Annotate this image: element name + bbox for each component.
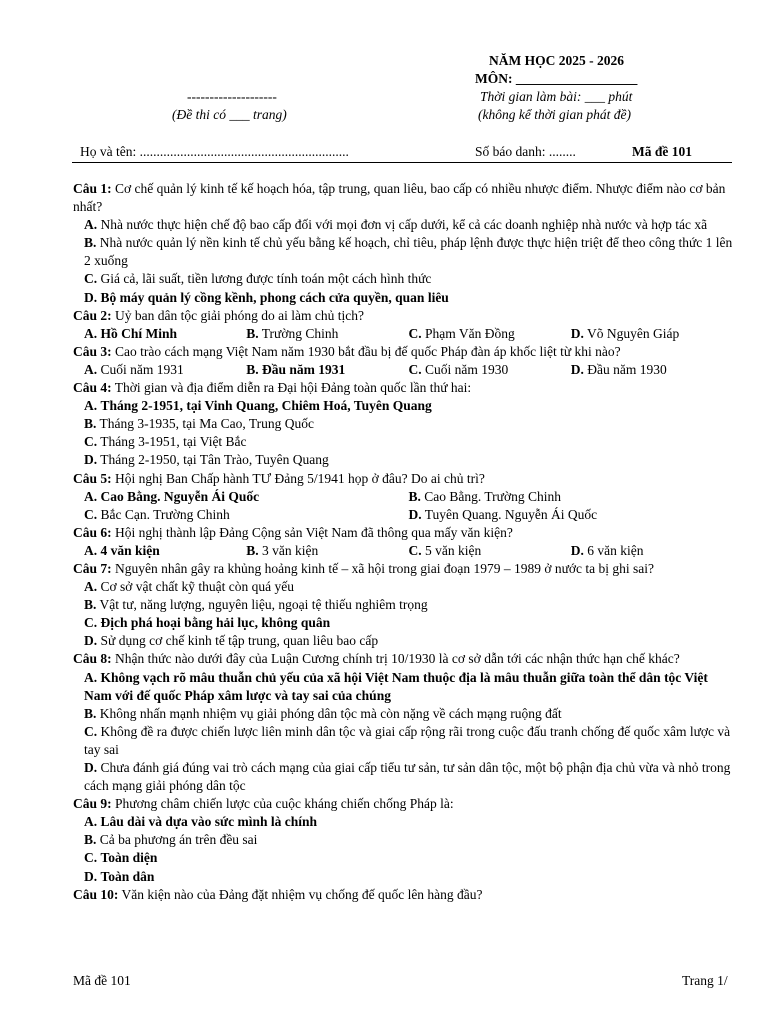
option-label: B.: [84, 705, 97, 721]
student-name-field: Họ và tên: ..............................................................: [80, 144, 349, 159]
option-text: Bắc Cạn. Trường Chinh: [100, 506, 230, 522]
question-label: Câu 9:: [73, 796, 112, 812]
question-label: Câu 5:: [73, 470, 112, 486]
question-label: Câu 1:: [73, 181, 112, 196]
option-label: D.: [84, 760, 98, 775]
option-label: C.: [84, 271, 98, 287]
option-label: D.: [84, 289, 98, 305]
option-row: [73, 397, 733, 415]
option-label: D.: [570, 542, 584, 558]
option-text: Địch phá hoại bằng hải lục, không quân: [100, 615, 331, 631]
option-row: [73, 705, 733, 723]
option-label: A.: [84, 325, 98, 341]
option-label: D.: [408, 506, 422, 522]
question-9: [73, 795, 733, 813]
option-text: 3 văn kiện: [262, 542, 319, 558]
option-text: Đầu năm 1931: [262, 361, 346, 377]
option-row: [73, 433, 733, 451]
option-b: [84, 706, 562, 721]
option-label: B.: [84, 235, 97, 251]
option-text: 5 văn kiện: [425, 542, 482, 558]
question-label: Câu 10:: [73, 886, 119, 902]
option-b: [84, 235, 732, 268]
header-divider: [72, 162, 732, 163]
option-label: C.: [408, 361, 422, 377]
option-label: A.: [84, 814, 98, 830]
option-row: [73, 669, 733, 705]
option-d: [84, 869, 154, 884]
option-text: Cuối năm 1931: [100, 361, 184, 377]
question-4: [73, 379, 733, 397]
question-1: [73, 180, 733, 216]
option-row: [73, 596, 733, 614]
question-6: [73, 524, 733, 542]
footer-exam-code: Mã đề 101: [73, 973, 131, 988]
option-a: [84, 362, 184, 377]
footer-page-number: Trang 1/: [682, 973, 728, 988]
option-label: C.: [84, 850, 98, 866]
option-row: [73, 289, 733, 307]
question-label: Câu 8:: [73, 651, 112, 667]
option-c: [409, 362, 509, 377]
option-row: [73, 488, 733, 506]
time-note: (không kể thời gian phát đề): [478, 107, 632, 122]
option-label: D.: [570, 361, 584, 377]
option-label: C.: [408, 325, 422, 341]
option-text: Hồ Chí Minh: [100, 325, 178, 341]
option-row: [73, 451, 733, 469]
option-text: Nhà nước thực hiện chế độ bao cấp đối với mọi đơn vị cấp dưới, kể cả các doanh nghiệp nhà nước và hợp tác xã: [100, 217, 708, 233]
option-text: Lâu dài và dựa vào sức mình là chính: [100, 814, 318, 830]
header-dashes: --------------------: [187, 89, 277, 104]
option-text: Sử dụng cơ chế kinh tế tập trung, quan liêu bao cấp: [100, 633, 379, 649]
question-list: [73, 180, 733, 904]
question-text: Nguyên nhân gây ra khủng hoảng kinh tế – xã hội trong giai đoạn 1979 – 1989 ở nước ta bị ghi sai?: [115, 560, 655, 576]
question-text: Cơ chế quản lý kinh tế kế hoạch hóa, tập trung, quan liêu, bao cấp có nhiều nhược điểm. Nhược điểm nào cơ bản nhất?: [73, 181, 726, 215]
option-row: [73, 542, 733, 560]
option-text: Tuyên Quang. Nguyễn Ái Quốc: [424, 506, 598, 522]
option-d: [84, 452, 329, 467]
option-d: [571, 543, 644, 558]
option-text: Phạm Văn Đồng: [425, 325, 515, 341]
question-2: [73, 307, 733, 325]
option-label: B.: [408, 488, 421, 504]
option-row: [73, 723, 733, 759]
option-a: [84, 489, 259, 504]
option-d: [84, 290, 449, 305]
option-text: 6 văn kiện: [587, 542, 644, 558]
option-row: [73, 868, 733, 886]
option-c: [84, 615, 330, 630]
pages-note: (Đề thi có ___ trang): [172, 107, 287, 122]
option-text: Không đề ra được chiến lược liên minh dân tộc và giai cấp rộng rãi trong cuộc đấu tranh chống đế quốc xâm lược và tay sai: [84, 723, 731, 757]
option-label: D.: [84, 452, 98, 468]
option-b: [246, 543, 318, 558]
option-a: [84, 670, 708, 703]
option-text: Đầu năm 1930: [587, 361, 667, 377]
option-d: [571, 326, 680, 341]
question-label: Câu 3:: [73, 343, 112, 359]
option-c: [409, 543, 482, 558]
option-text: Tháng 2-1950, tại Tân Trào, Tuyên Quang: [100, 452, 329, 468]
option-text: Nhà nước quản lý nền kinh tế chủ yếu bằng kế hoạch, chỉ tiêu, pháp lệnh được thực hiện triệt để theo công thức 1 lên 2 xuống: [84, 235, 733, 269]
option-a: [84, 543, 160, 558]
option-text: Bộ máy quản lý cồng kềnh, phong cách cửa quyền, quan liêu: [100, 289, 449, 305]
option-c: [84, 434, 247, 449]
option-label: B.: [84, 416, 97, 432]
question-text: Văn kiện nào của Đảng đặt nhiệm vụ chống đế quốc lên hàng đầu?: [121, 886, 483, 902]
option-d: [409, 507, 598, 522]
option-text: Trường Chinh: [261, 325, 339, 341]
option-a: [84, 579, 294, 594]
option-row: [73, 578, 733, 596]
option-row: [73, 813, 733, 831]
option-label: C.: [84, 434, 98, 450]
option-b: [246, 362, 345, 377]
option-label: C.: [408, 542, 422, 558]
question-10: [73, 886, 733, 904]
option-text: Không nhấn mạnh nhiệm vụ giải phóng dân tộc mà còn nặng về cách mạng ruộng đất: [99, 705, 562, 721]
option-label: A.: [84, 217, 98, 233]
option-label: D.: [84, 868, 98, 884]
option-text: Cả ba phương án trên đều sai: [99, 832, 258, 848]
option-row: [73, 234, 733, 270]
option-label: A.: [84, 398, 98, 414]
option-a: [84, 326, 177, 341]
question-8: [73, 650, 733, 668]
option-row: [73, 415, 733, 433]
option-label: D.: [84, 633, 98, 649]
option-text: Giá cả, lãi suất, tiền lương được tính toán một cách hình thức: [100, 271, 432, 287]
option-b: [84, 832, 257, 847]
option-d: [571, 362, 667, 377]
option-row: [73, 759, 733, 795]
option-text: Cơ sở vật chất kỹ thuật còn quá yếu: [100, 579, 294, 595]
option-d: [84, 633, 378, 648]
question-label: Câu 6:: [73, 524, 112, 540]
option-label: A.: [84, 669, 98, 685]
option-row: [73, 506, 733, 524]
option-text: Cuối năm 1930: [425, 361, 509, 377]
option-c: [409, 326, 515, 341]
question-text: Cao trào cách mạng Việt Nam năm 1930 bắt đầu bị đế quốc Pháp đàn áp khốc liệt từ khi nào?: [115, 343, 621, 359]
option-a: [84, 217, 707, 232]
question-text: Thời gian và địa điểm diễn ra Đại hội Đảng toàn quốc lần thứ hai:: [114, 380, 472, 396]
option-text: Chưa đánh giá đúng vai trò cách mạng của giai cấp tiểu tư sản, tư sản dân tộc, một bộ phận địa chủ vừa và nhỏ trong cách mạng giải phóng dân tộc: [84, 760, 731, 794]
option-label: B.: [246, 325, 259, 341]
option-row: [73, 849, 733, 867]
option-text: Tháng 2-1951, tại Vinh Quang, Chiêm Hoá, Tuyên Quang: [100, 398, 432, 414]
question-label: Câu 2:: [73, 307, 112, 323]
option-label: D.: [570, 325, 584, 341]
option-label: A.: [84, 361, 98, 377]
option-b: [246, 326, 338, 341]
option-label: B.: [84, 597, 97, 613]
option-text: Toàn dân: [100, 868, 155, 884]
option-label: B.: [246, 361, 259, 377]
question-label: Câu 7:: [73, 560, 112, 576]
option-row: [73, 270, 733, 288]
option-text: Cao Bằng. Trường Chinh: [424, 488, 561, 504]
question-label: Câu 4:: [73, 380, 112, 396]
option-b: [409, 489, 562, 504]
option-label: B.: [246, 542, 259, 558]
option-label: A.: [84, 579, 98, 595]
option-text: 4 văn kiện: [100, 542, 160, 558]
option-text: Vật tư, năng lượng, nguyên liệu, ngoại tệ thiếu nghiêm trọng: [99, 597, 428, 613]
time-line: Thời gian làm bài: ___ phút: [480, 89, 633, 104]
subject-line: MÔN: __________________: [475, 71, 638, 86]
option-c: [84, 850, 157, 865]
question-text: Uỷ ban dân tộc giải phóng do ai làm chủ tịch?: [115, 307, 364, 323]
student-id-field: Số báo danh: ........: [475, 144, 576, 159]
option-row: [73, 325, 733, 343]
option-text: Tháng 3-1951, tại Việt Bắc: [100, 434, 247, 450]
exam-code: Mã đề 101: [632, 144, 692, 159]
option-c: [84, 507, 230, 522]
option-text: Toàn diện: [100, 850, 158, 866]
option-row: [73, 216, 733, 234]
question-5: [73, 470, 733, 488]
option-label: A.: [84, 542, 98, 558]
option-text: Cao Bằng. Nguyễn Ái Quốc: [100, 488, 260, 504]
school-year: NĂM HỌC 2025 - 2026: [489, 53, 624, 68]
option-text: Tháng 3-1935, tại Ma Cao, Trung Quốc: [99, 416, 315, 432]
option-row: [73, 361, 733, 379]
option-a: [84, 814, 317, 829]
question-text: Phương châm chiến lược của cuộc kháng chiến chống Pháp là:: [115, 796, 454, 812]
option-text: Võ Nguyên Giáp: [587, 325, 680, 341]
option-label: C.: [84, 506, 98, 522]
option-b: [84, 416, 314, 431]
option-row: [73, 831, 733, 849]
option-label: B.: [84, 832, 97, 848]
option-row: [73, 632, 733, 650]
question-3: [73, 343, 733, 361]
option-b: [84, 597, 428, 612]
option-d: [84, 760, 730, 793]
question-text: Hội nghị thành lập Đảng Cộng sản Việt Nam đã thông qua mấy văn kiện?: [115, 524, 513, 540]
question-text: Nhận thức nào dưới đây của Luận Cương chính trị 10/1930 là cơ sở dẫn tới các nhận thức hạn chế khác?: [115, 651, 680, 667]
option-label: C.: [84, 615, 98, 631]
option-text: Không vạch rõ mâu thuẫn chủ yếu của xã hội Việt Nam thuộc địa là mâu thuẫn giữa toàn thể dân tộc Việt Nam với đế quốc Pháp xâm lược và tay sai của chúng: [84, 669, 708, 703]
option-label: C.: [84, 723, 98, 739]
question-text: Hội nghị Ban Chấp hành TƯ Đảng 5/1941 họp ở đâu? Do ai chủ trì?: [115, 470, 485, 486]
option-a: [84, 398, 432, 413]
option-c: [84, 271, 431, 286]
option-c: [84, 724, 730, 757]
option-row: [73, 614, 733, 632]
option-label: A.: [84, 488, 98, 504]
question-7: [73, 560, 733, 578]
